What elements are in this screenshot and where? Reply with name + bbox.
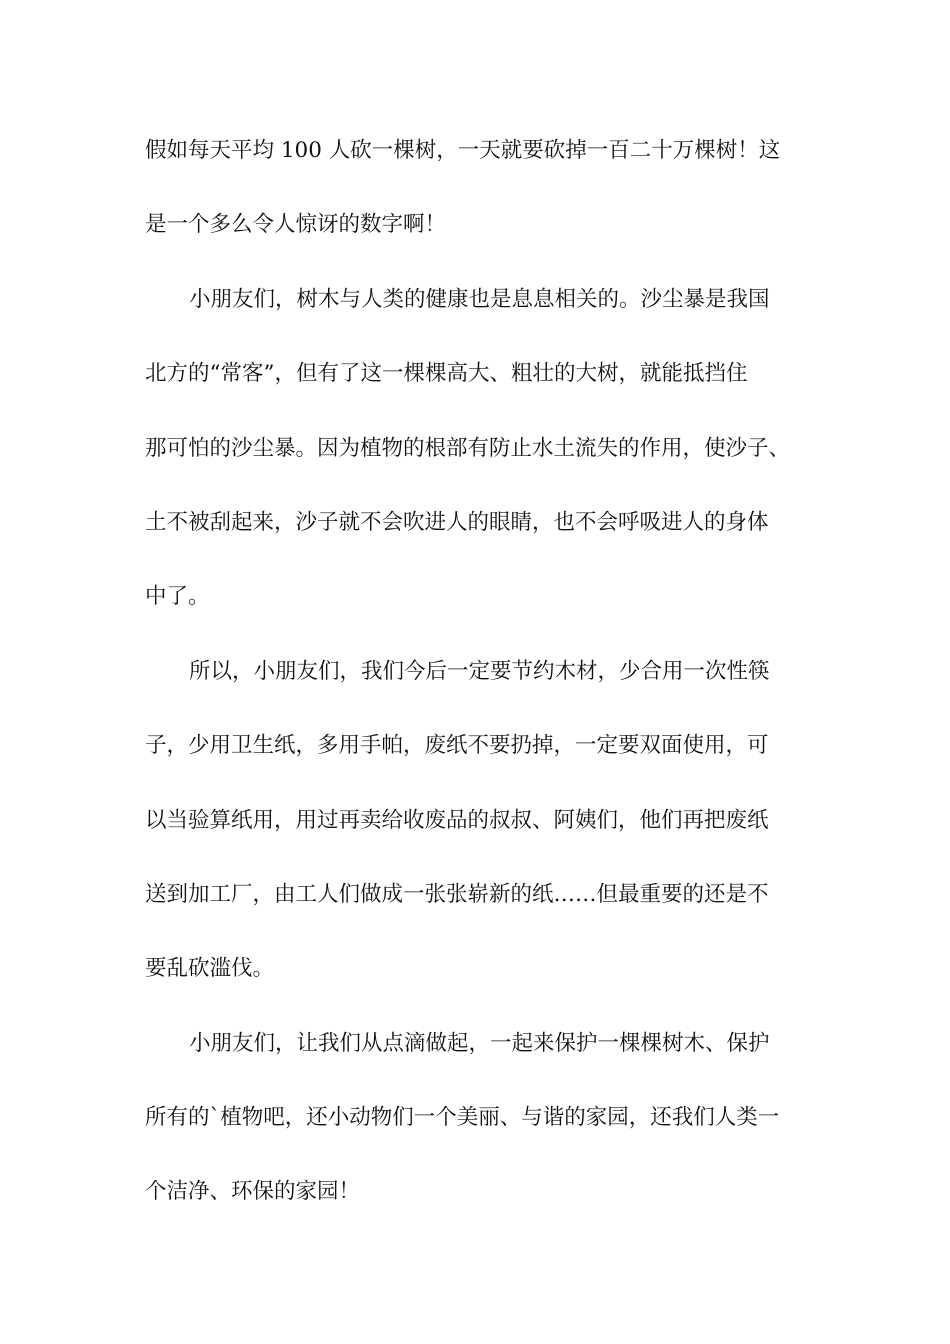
text-line-14: 所有的`植物吧，还小动物们一个美丽、与谐的家园，还我们人类一	[145, 1105, 780, 1131]
text-line-11: 送到加工厂，由工人们做成一张张崭新的纸……但最重要的还是不	[145, 881, 769, 907]
text-line-8: 所以，小朋友们，我们今后一定要节约木材，少合用一次性筷	[189, 658, 770, 684]
text-line-4: 北方的“常客”，但有了这一棵棵高大、粗壮的大树，就能抵挡住	[145, 361, 748, 387]
text-line-3: 小朋友们，树木与人类的健康也是息息相关的。沙尘暴是我国	[189, 286, 770, 312]
text-line-10: 以当验算纸用，用过再卖给收废品的叔叔、阿姨们，他们再把废纸	[145, 807, 769, 833]
text-line-12: 要乱砍滥伐。	[145, 956, 275, 982]
body-text	[145, 114, 815, 1230]
text-line-13: 小朋友们，让我们从点滴做起，一起来保护一棵棵树木、保护	[189, 1030, 770, 1056]
text-line-6: 土不被刮起来，沙子就不会吹进人的眼睛，也不会呼吸进人的身体	[145, 509, 769, 535]
text-line-2: 是一个多么令人惊讶的数字啊！	[145, 212, 447, 238]
text-line-15: 个洁净、环保的家园！	[145, 1179, 361, 1205]
text-line-5: 那可怕的沙尘暴。因为植物的根部有防止水土流失的作用，使沙子、	[145, 435, 791, 461]
text-line-7: 中了。	[145, 584, 210, 610]
text-line-9: 子，少用卫生纸，多用手帕，废纸不要扔掉，一定要双面使用，可	[145, 733, 769, 759]
text-line-1: 假如每天平均 100 人砍一棵树，一天就要砍掉一百二十万棵树！这	[145, 138, 781, 163]
